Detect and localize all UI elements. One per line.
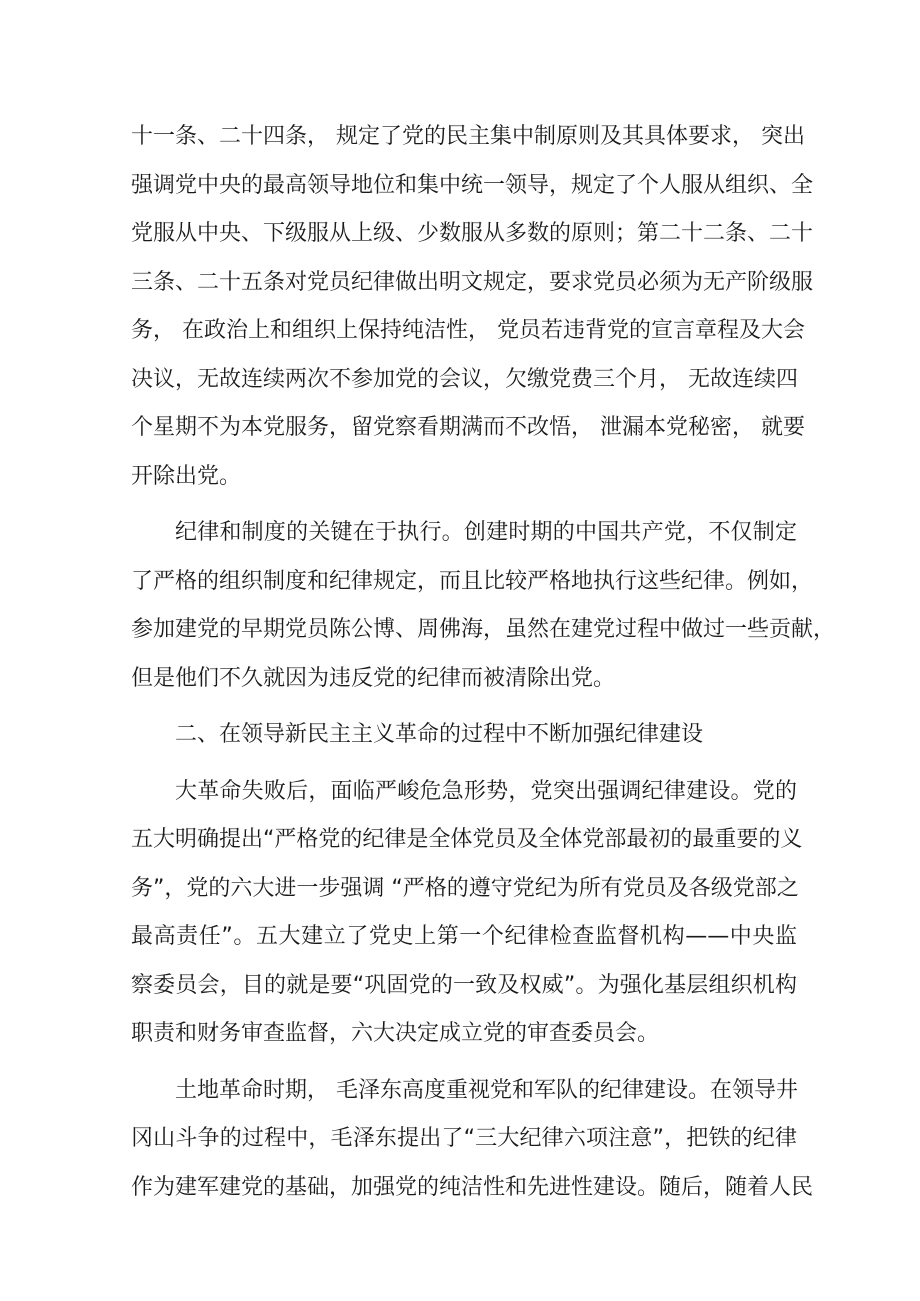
text-line: 决议，无故连续两次不参加党的会议，欠缴党费三个月， 无故连续四 xyxy=(131,366,798,392)
paragraph-great-revolution xyxy=(131,768,803,1059)
text-line: 土地革命时期， 毛泽东高度重视党和军队的纪律建设。在领导井 xyxy=(175,1077,798,1103)
paragraph-land-revolution xyxy=(131,1067,814,1213)
text-line: 五大明确提出“严格党的纪律是全体党员及全体党部最初的最重要的义 xyxy=(131,827,803,852)
text-line: 冈山斗争的过程中，毛泽东提出了“三大纪律六项注意”，把铁的纪律 xyxy=(131,1126,797,1151)
text-line: 党服从中央、下级服从上级、少数服从多数的原则；第二十二条、二十 xyxy=(131,221,814,246)
text-line: 十一条、二十四条， 规定了党的民主集中制原则及其具体要求， 突出 xyxy=(131,124,805,149)
text-line: 个星期不为本党服务，留党察看期满而不改悟， 泄漏本党秘密， 就要 xyxy=(131,415,805,440)
text-line: 作为建军建党的基础，加强党的纯洁性和先进性建设。随后，随着人民 xyxy=(131,1174,814,1200)
text-line: 察委员会，目的就是要“巩固党的一致及权威”。为强化基层组织机构 xyxy=(131,972,797,998)
text-line: 三条、二十五条对党员纪律做出明文规定，要求党员必须为无产阶级服 xyxy=(131,269,814,295)
text-line: 开除出党。 xyxy=(131,463,242,489)
text-line: 务， 在政治上和组织上保持纯洁性， 党员若违背党的宣言章程及大会 xyxy=(131,318,805,343)
text-line: 最高责任”。五大建立了党史上第一个纪律检查监督机构——中央监 xyxy=(131,924,797,949)
text-line: 大革命失败后，面临严峻危急形势，党突出强调纪律建设。党的 xyxy=(175,778,797,804)
paragraph-discipline-execution xyxy=(131,509,836,703)
document-body xyxy=(131,113,836,1220)
text-line: 了严格的组织制度和纪律规定，而且比较严格地执行这些纪律。例如， xyxy=(131,568,814,594)
text-line: 职责和财务审查监督，六大决定成立党的审查委员会。 xyxy=(131,1021,660,1046)
text-line: 参加建党的早期党员陈公博、周佛海，虽然在建党过程中做过一些贡献， xyxy=(131,617,836,642)
text-line: 但是他们不久就因为违反党的纪律而被清除出党。 xyxy=(131,665,616,691)
heading-line: 二、在领导新民主主义革命的过程中不断加强纪律建设 xyxy=(175,722,704,747)
section-heading xyxy=(131,711,797,760)
text-line: 强调党中央的最高领导地位和集中统一领导，规定了个人服从组织、全 xyxy=(131,172,814,198)
paragraph-party-constitution xyxy=(131,113,814,501)
text-line: 纪律和制度的关键在于执行。创建时期的中国共产党，不仅制定 xyxy=(175,520,797,545)
text-line: 务”，党的六大进一步强调 “严格的遵守党纪为所有党员及各级党部之 xyxy=(131,875,799,901)
